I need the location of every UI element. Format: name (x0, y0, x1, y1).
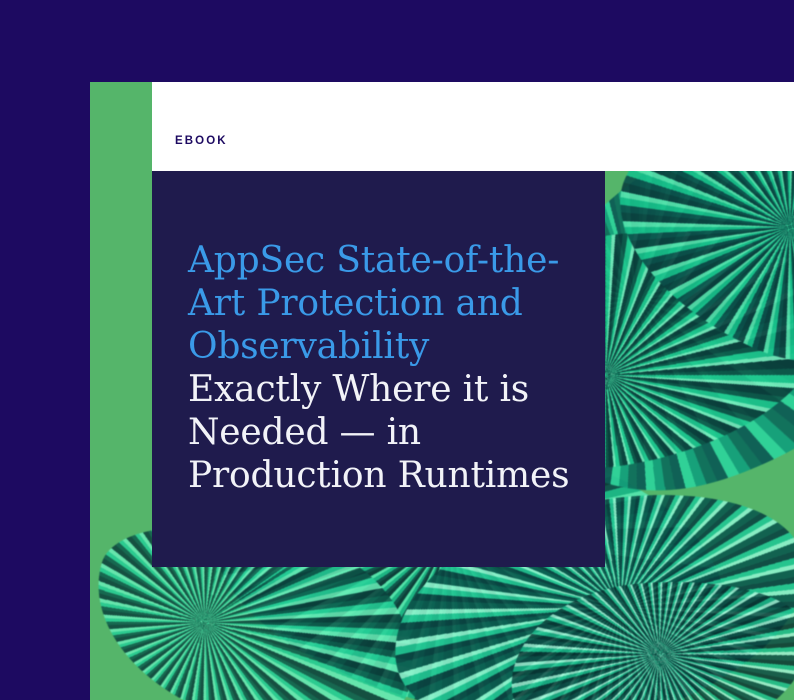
title-line: Production Runtimes (188, 455, 570, 496)
title-line: Observability (188, 326, 430, 367)
page-title (188, 239, 588, 497)
title-line: Exactly Where it is (188, 369, 530, 410)
title-card (152, 171, 605, 567)
header-band (152, 82, 794, 171)
title-line: Art Protection and (188, 283, 523, 324)
title-line: Needed — in (188, 412, 421, 453)
title-line: AppSec State-of-the- (188, 240, 560, 281)
eyebrow-label: EBOOK (175, 135, 228, 147)
